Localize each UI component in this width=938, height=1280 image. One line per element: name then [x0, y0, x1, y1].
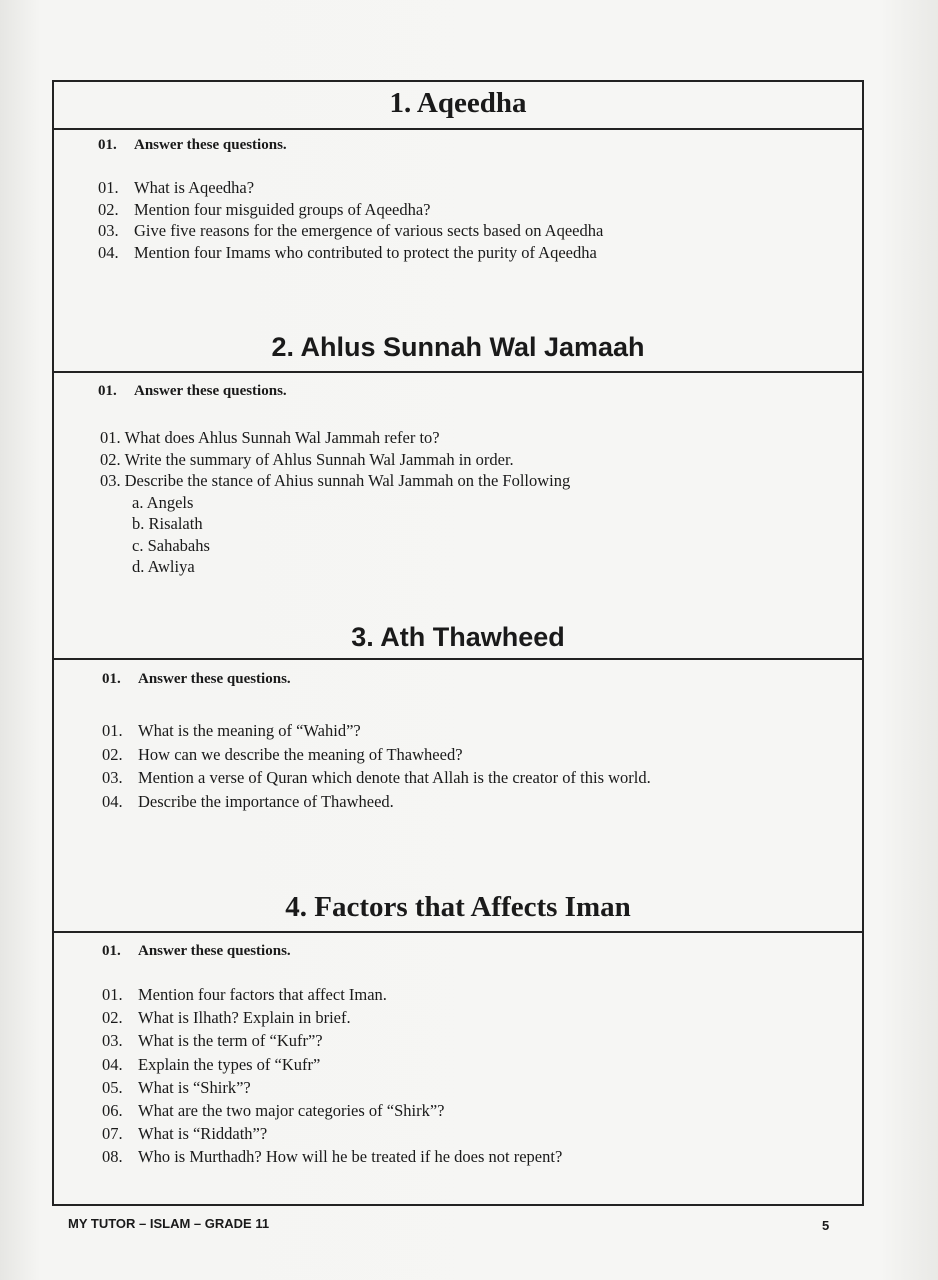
question-text: What is the meaning of “Wahid”? — [138, 721, 361, 740]
question-text: What is “Shirk”? — [138, 1077, 251, 1097]
question-item — [102, 1053, 562, 1076]
subheading-text: Answer these questions. — [134, 137, 287, 153]
question-item — [102, 1099, 562, 1122]
section-subheading — [98, 382, 287, 400]
question-text: Describe the stance of Ahius sunnah Wal Jammah on the Following — [124, 471, 571, 490]
question-item — [98, 199, 603, 221]
sub-item-awliya: d. Awliya — [132, 557, 195, 576]
divider — [52, 371, 864, 373]
subheading-number: 01. — [98, 383, 117, 399]
section-subheading — [102, 942, 291, 960]
section-title-aqeedha: 1. Aqeedha — [389, 87, 527, 119]
question-item — [98, 220, 603, 242]
question-item — [102, 1029, 562, 1052]
question-text: What is the term of “Kufr”? — [138, 1031, 323, 1051]
question-number: 01. — [100, 428, 121, 447]
question-text: Give five reasons for the emergence of various sects based on Aqeedha — [134, 221, 604, 240]
question-text: Mention four factors that affect Iman. — [138, 985, 387, 1004]
question-number: 04. — [98, 242, 119, 262]
footer-title: MY TUTOR – ISLAM – GRADE 11 — [68, 1216, 270, 1231]
divider — [52, 128, 864, 130]
question-item — [102, 1145, 562, 1168]
question-number: 05. — [102, 1077, 123, 1097]
sub-item-risalath: b. Risalath — [132, 514, 203, 533]
question-list — [100, 427, 570, 578]
question-item — [100, 427, 570, 449]
question-list — [102, 719, 651, 813]
divider — [52, 658, 864, 660]
question-number: 04. — [102, 1054, 123, 1074]
question-item — [102, 1006, 562, 1029]
question-item — [102, 766, 651, 790]
question-number: 06. — [102, 1101, 123, 1121]
question-list — [98, 177, 603, 263]
question-number: 01. — [98, 178, 119, 197]
question-number: 04. — [102, 791, 123, 811]
question-item — [100, 449, 570, 471]
question-item — [98, 242, 603, 264]
subheading-number: 01. — [102, 671, 121, 687]
section-title-factors-iman: 4. Factors that Affects Iman — [285, 891, 631, 923]
question-number: 01. — [102, 721, 123, 740]
question-item — [102, 983, 562, 1006]
question-text: What is Ilhath? Explain in brief. — [138, 1008, 351, 1028]
question-text: Explain the types of “Kufr” — [138, 1054, 321, 1074]
question-item — [100, 470, 570, 492]
question-text: What are the two major categories of “Shirk”? — [138, 1101, 445, 1121]
question-text: Write the summary of Ahlus Sunnah Wal Jammah in order. — [124, 449, 514, 469]
subheading-text: Answer these questions. — [138, 671, 291, 687]
question-text: Mention four Imams who contributed to protect the purity of Aqeedha — [134, 242, 597, 262]
question-text: Who is Murthadh? How will he be treated if he does not repent? — [138, 1147, 563, 1167]
subheading-text: Answer these questions. — [138, 943, 291, 959]
section-title-ahlus-sunnah: 2. Ahlus Sunnah Wal Jamaah — [271, 332, 645, 362]
question-list — [102, 983, 562, 1169]
question-text: Describe the importance of Thawheed. — [138, 791, 394, 811]
question-item — [102, 743, 651, 767]
question-number: 02. — [102, 1008, 123, 1028]
section-subheading — [102, 670, 291, 688]
subheading-number: 01. — [102, 943, 121, 959]
question-item — [102, 1122, 562, 1145]
section-subheading — [98, 136, 287, 154]
question-item — [102, 1076, 562, 1099]
question-text: What is Aqeedha? — [134, 178, 255, 197]
question-number: 02. — [98, 199, 119, 219]
question-number: 03. — [100, 471, 121, 490]
question-number: 02. — [102, 744, 123, 764]
question-number: 08. — [102, 1147, 123, 1167]
question-number: 07. — [102, 1124, 123, 1144]
sub-item-angels: a. Angels — [132, 492, 194, 512]
question-number: 03. — [102, 1031, 123, 1051]
question-text: Mention a verse of Quran which denote that Allah is the creator of this world. — [138, 768, 651, 787]
divider — [52, 931, 864, 933]
question-text: What is “Riddath”? — [138, 1124, 268, 1144]
question-text: Mention four misguided groups of Aqeedha? — [134, 199, 431, 219]
section-title-ath-thawheed: 3. Ath Thawheed — [351, 622, 565, 652]
question-item — [98, 177, 603, 199]
question-text: How can we describe the meaning of Thawheed? — [138, 744, 463, 764]
question-number: 03. — [98, 221, 119, 240]
sub-item-sahabahs: c. Sahabahs — [132, 535, 210, 555]
subheading-number: 01. — [98, 137, 117, 153]
question-number: 02. — [100, 449, 121, 469]
question-number: 03. — [102, 768, 123, 787]
question-item — [102, 790, 651, 814]
page-number: 5 — [822, 1218, 830, 1233]
subheading-text: Answer these questions. — [134, 383, 287, 399]
question-text: What does Ahlus Sunnah Wal Jammah refer to? — [124, 428, 440, 447]
question-number: 01. — [102, 985, 123, 1004]
question-item — [102, 719, 651, 743]
